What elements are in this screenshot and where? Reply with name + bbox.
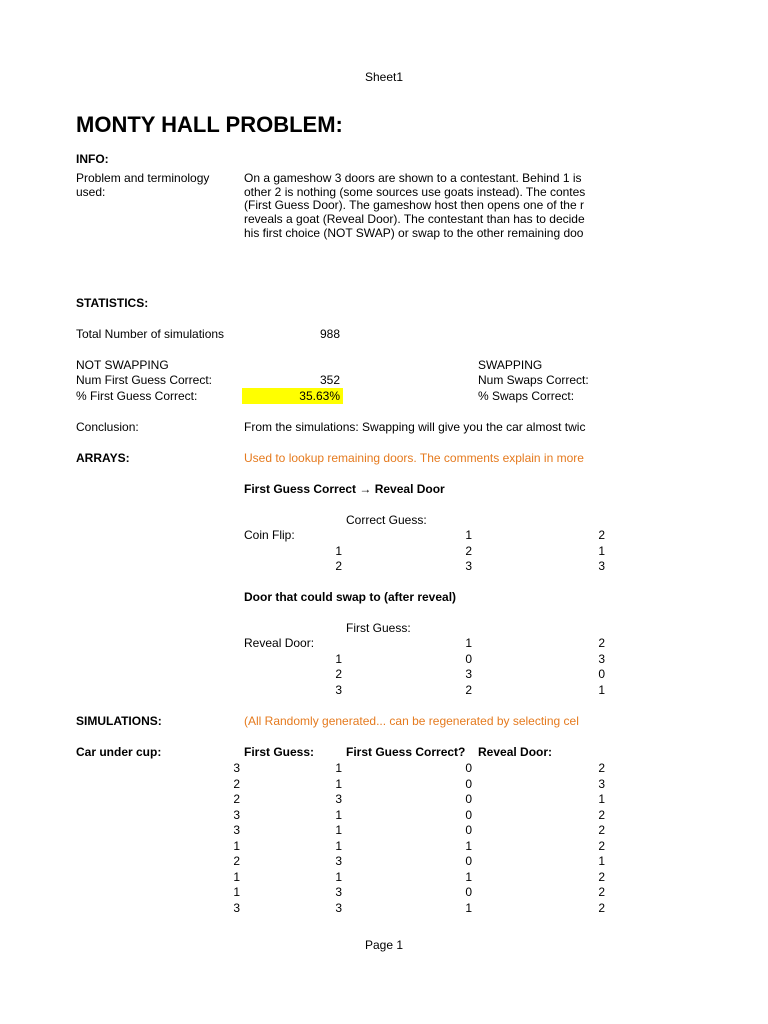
sim-reveal-cell[interactable]: 1	[598, 854, 605, 868]
arrays-heading: ARRAYS:	[76, 451, 130, 465]
table2-row-key: 1	[335, 652, 342, 666]
first-guess-pct-value: 35.63%	[299, 389, 340, 403]
table2-col-header-2: 2	[598, 636, 605, 650]
table1-header-label: Correct Guess:	[346, 513, 427, 527]
table1-row-key: 1	[335, 544, 342, 558]
sim-first-guess-cell[interactable]: 1	[335, 838, 342, 853]
sim-first-guess-cell[interactable]: 3	[335, 792, 342, 806]
sim-reveal-cell[interactable]: 2	[598, 823, 605, 837]
table1-cell[interactable]: 1	[598, 544, 605, 558]
sim-first-guess-cell[interactable]: 1	[335, 761, 342, 775]
swaps-correct-label: Num Swaps Correct:	[478, 373, 589, 387]
sim-correct-cell[interactable]: 1	[465, 900, 472, 915]
sim-correct-cell[interactable]: 0	[465, 854, 472, 868]
swaps-pct-label: % Swaps Correct:	[478, 389, 575, 403]
table2-cell[interactable]: 3	[598, 652, 605, 666]
table2-cell[interactable]: 2	[465, 683, 472, 697]
table1-row-label: Coin Flip:	[244, 528, 295, 542]
arrays-note: Used to lookup remaining doors. The comments explain in more	[244, 451, 584, 465]
info-text-line1: On a gameshow 3 doors are shown to a contestant. Behind 1 is	[244, 171, 582, 185]
table1-cell[interactable]: 3	[465, 559, 472, 573]
sim-reveal-cell[interactable]: 2	[598, 900, 605, 915]
sim-car-cell[interactable]: 3	[233, 823, 240, 837]
sim-correct-cell[interactable]: 0	[465, 885, 472, 899]
page-title: MONTY HALL PROBLEM:	[76, 112, 343, 137]
sim-reveal-cell[interactable]: 2	[598, 869, 605, 884]
sim-col-header-reveal: Reveal Door:	[478, 745, 553, 759]
table2-cell[interactable]: 1	[598, 683, 605, 697]
sim-car-cell[interactable]: 1	[233, 838, 240, 853]
sim-car-cell[interactable]: 2	[233, 792, 240, 806]
sim-reveal-cell[interactable]: 2	[598, 761, 605, 775]
sim-reveal-cell[interactable]: 3	[598, 776, 605, 791]
sim-car-cell[interactable]: 3	[233, 900, 240, 915]
table2-row-label: Reveal Door:	[244, 636, 315, 650]
table1-cell[interactable]: 3	[598, 559, 605, 573]
table2-cell[interactable]: 0	[465, 652, 472, 666]
not-swapping-heading: NOT SWAPPING	[76, 358, 169, 372]
sim-reveal-cell[interactable]: 2	[598, 838, 605, 853]
sim-first-guess-cell[interactable]: 1	[335, 823, 342, 837]
page-footer: Page 1	[364, 938, 404, 952]
sim-reveal-cell[interactable]: 2	[598, 807, 605, 822]
sim-col-header-car: Car under cup:	[76, 745, 162, 759]
sim-reveal-cell[interactable]: 1	[598, 792, 605, 806]
table1-col-header-1: 1	[465, 528, 472, 542]
table2-row-key: 2	[335, 667, 342, 681]
sim-car-cell[interactable]: 1	[233, 885, 240, 899]
sim-first-guess-cell[interactable]: 3	[335, 900, 342, 915]
sim-correct-cell[interactable]: 0	[465, 823, 472, 837]
table2-title: Door that could swap to (after reveal)	[244, 590, 457, 604]
conclusion-text: From the simulations: Swapping will give you the car almost twic	[244, 420, 586, 434]
info-label-line1: Problem and terminology	[76, 171, 210, 185]
table2-header-label: First Guess:	[346, 621, 411, 635]
sim-correct-cell[interactable]: 0	[465, 792, 472, 806]
sim-correct-cell[interactable]: 0	[465, 807, 472, 822]
sim-first-guess-cell[interactable]: 1	[335, 776, 342, 791]
sim-first-guess-cell[interactable]: 3	[335, 854, 342, 868]
page-header: Sheet1	[364, 70, 404, 84]
sim-car-cell[interactable]: 3	[233, 761, 240, 775]
sim-reveal-cell[interactable]: 2	[598, 885, 605, 899]
info-text-line5: his first choice (NOT SWAP) or swap to the other remaining doo	[244, 226, 584, 240]
info-label-line2: used:	[76, 185, 106, 199]
table2-row-key: 3	[335, 683, 342, 697]
sim-correct-cell[interactable]: 0	[465, 776, 472, 791]
conclusion-label: Conclusion:	[76, 420, 139, 434]
total-simulations-value[interactable]: 988	[319, 327, 340, 341]
first-guess-pct-label: % First Guess Correct:	[76, 389, 198, 403]
sim-first-guess-cell[interactable]: 1	[335, 869, 342, 884]
sim-col-header-correct: First Guess Correct?	[346, 745, 466, 759]
first-guess-correct-label: Num First Guess Correct:	[76, 373, 213, 387]
sim-car-cell[interactable]: 2	[233, 776, 240, 791]
info-text-line2: other 2 is nothing (some sources use goats instead). The contes	[244, 185, 586, 199]
sim-correct-cell[interactable]: 1	[465, 869, 472, 884]
table2-cell[interactable]: 0	[598, 667, 605, 681]
total-simulations-label: Total Number of simulations	[76, 327, 225, 341]
sim-first-guess-cell[interactable]: 3	[335, 885, 342, 899]
table1-cell[interactable]: 2	[465, 544, 472, 558]
first-guess-correct-value[interactable]: 352	[319, 373, 340, 387]
table2-col-header-1: 1	[465, 636, 472, 650]
simulations-note: (All Randomly generated... can be regenerated by selecting cel	[244, 714, 579, 728]
info-text-line3: (First Guess Door). The gameshow host then opens one of the r	[244, 198, 584, 212]
simulations-heading: SIMULATIONS:	[76, 714, 162, 728]
statistics-heading: STATISTICS:	[76, 296, 149, 310]
sim-first-guess-cell[interactable]: 1	[335, 807, 342, 822]
table1-title: First Guess Correct → Reveal Door	[244, 482, 445, 496]
sim-col-header-first-guess: First Guess:	[244, 745, 315, 759]
table1-row-key: 2	[335, 559, 342, 573]
table1-col-header-2: 2	[598, 528, 605, 542]
info-heading: INFO:	[76, 152, 109, 166]
swapping-heading: SWAPPING	[478, 358, 543, 372]
sim-correct-cell[interactable]: 0	[465, 761, 472, 775]
sim-car-cell[interactable]: 1	[233, 869, 240, 884]
info-text-line4: reveals a goat (Reveal Door). The contestant than has to decide	[244, 212, 585, 226]
table2-cell[interactable]: 3	[465, 667, 472, 681]
sim-car-cell[interactable]: 3	[233, 807, 240, 822]
sim-correct-cell[interactable]: 1	[465, 838, 472, 853]
sim-car-cell[interactable]: 2	[233, 854, 240, 868]
